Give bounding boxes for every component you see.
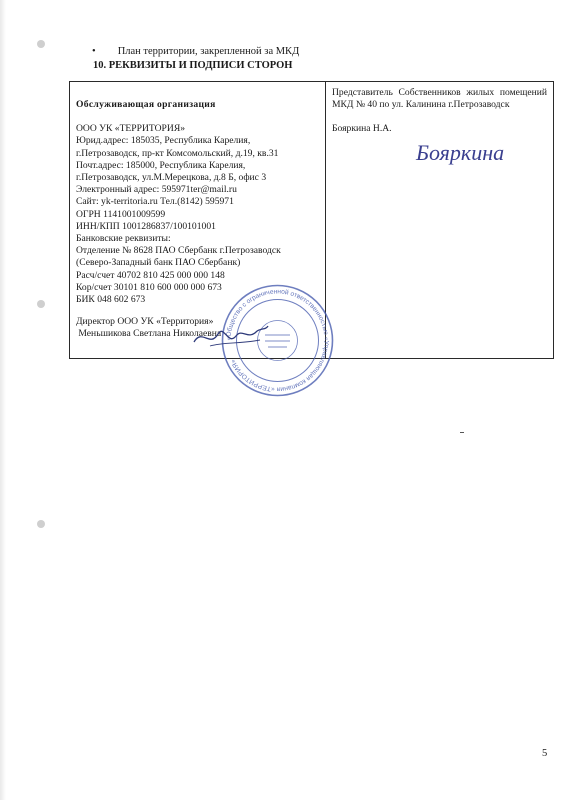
punch-hole <box>37 520 45 528</box>
bullet-item-text: План территории, закрепленной за МКД <box>117 46 300 57</box>
director-name: Меньшикова Светлана Николаевна <box>76 328 222 340</box>
inn-kpp-line: ИНН/КПП 1001286837/100101001 <box>76 220 216 232</box>
section-heading: 10. РЕКВИЗИТЫ И ПОДПИСИ СТОРОН <box>93 60 293 71</box>
signature-handwriting: Бояркина <box>416 140 505 165</box>
punch-hole <box>37 300 45 308</box>
bik-line: БИК 048 602 673 <box>76 294 146 306</box>
correspondent-account-line: Кор/счет 30101 810 600 000 000 673 <box>76 281 222 293</box>
service-org-heading: Обслуживающая организация <box>76 99 216 110</box>
ogrn-line: ОГРН 1141001009599 <box>76 208 166 220</box>
bank-name-line: (Северо-Западный банк ПАО Сбербанк) <box>76 257 241 269</box>
director-title: Директор ООО УК «Территория» <box>76 316 214 328</box>
owners-representative-cell <box>326 82 553 358</box>
org-name: ООО УК «ТЕРРИТОРИЯ» <box>76 123 186 135</box>
postal-address-line: Почт.адрес: 185000, Республика Карелия, <box>76 159 246 171</box>
bank-branch-line: Отделение № 8628 ПАО Сбербанк г.Петрозаводск <box>76 245 281 257</box>
scan-speck <box>460 432 464 433</box>
scan-edge-shadow <box>0 0 6 800</box>
bullet-marker: • <box>92 46 96 57</box>
settlement-account-line: Расч/счет 40702 810 425 000 000 148 <box>76 269 225 281</box>
owners-rep-signature <box>412 134 532 170</box>
page-number: 5 <box>542 748 548 759</box>
email-line: Электронный адрес: 595971ter@mail.ru <box>76 184 237 196</box>
owners-rep-signer: Бояркина Н.А. <box>332 123 392 135</box>
bank-details-label: Банковские реквизиты: <box>76 233 171 245</box>
stamp-ring-text: «Общество с ограниченной ответственностью «Управляющая компания «ТЕРРИТОРИЯ» <box>225 288 330 393</box>
bullet-list-item <box>92 46 299 57</box>
postal-address-line: г.Петрозаводск, ул.М.Мерецкова, д.8 Б, офис 3 <box>76 172 267 184</box>
director-signature <box>190 318 270 358</box>
punch-hole <box>37 40 45 48</box>
site-phone-line: Сайт: yk-territoria.ru Тел.(8142) 595971 <box>76 196 234 208</box>
owners-rep-heading: Представитель Собственников жилых помещений МКД № 40 по ул. Калинина г.Петрозаводск <box>332 87 547 111</box>
legal-address-line: Юрид.адрес: 185035, Республика Карелия, <box>76 135 251 147</box>
legal-address-line: г.Петрозаводск, пр-кт Комсомольский, д.19, кв.31 <box>76 147 279 159</box>
